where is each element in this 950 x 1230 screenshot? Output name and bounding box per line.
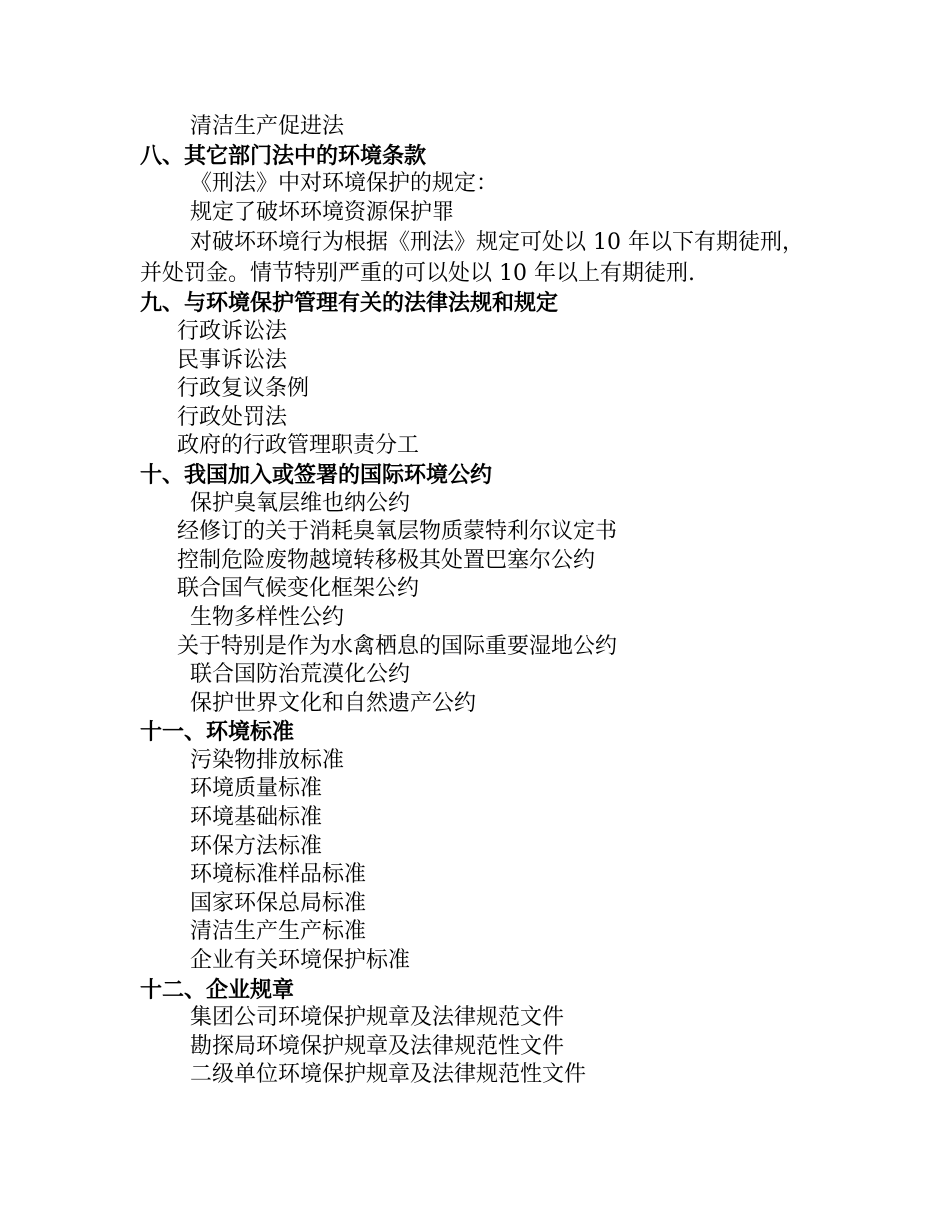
criminal-law-line: 《刑法》中对环境保护的规定：	[190, 171, 499, 197]
list-item: 行政诉讼法	[177, 318, 288, 344]
list-item: 勘探局环境保护规章及法律规范性文件	[190, 1033, 565, 1059]
list-item: 企业有关环境保护标准	[190, 948, 411, 974]
document-body	[140, 113, 820, 1090]
list-item: 二级单位环境保护规章及法律规范性文件	[190, 1062, 587, 1088]
list-item: 集团公司环境保护规章及法律规范文件	[190, 1005, 565, 1031]
penalty-paragraph: 对破坏环境行为根据《刑法》规定可处以 10 年以下有期徒刑，并处罚金。情节特别严重的可以处以 10 年以上有期徒刑.	[140, 230, 804, 287]
list-item: 行政复议条例	[177, 376, 310, 402]
list-item: 联合国气候变化框架公约	[177, 576, 420, 602]
list-item: 国家环保总局标准	[190, 890, 367, 916]
section-heading-12: 十二、企业规章	[140, 976, 295, 1003]
list-item: 控制危险废物越境转移极其处置巴塞尔公约	[177, 547, 596, 573]
section-heading-8: 八、其它部门法中的环境条款	[140, 142, 427, 169]
section-heading-10: 十、我国加入或签署的国际环境公约	[140, 461, 493, 488]
list-item: 环境标准样品标准	[190, 862, 367, 888]
crime-definition-line: 规定了破坏环境资源保护罪	[190, 199, 455, 225]
list-item: 清洁生产生产标准	[190, 919, 367, 945]
list-item: 民事诉讼法	[177, 347, 288, 373]
list-item: 经修订的关于消耗臭氧层物质蒙特利尔议定书	[177, 519, 618, 545]
list-item: 关于特别是作为水禽栖息的国际重要湿地公约	[177, 633, 618, 659]
list-item: 环境基础标准	[190, 805, 323, 831]
list-item: 行政处罚法	[177, 404, 288, 430]
list-item: 保护世界文化和自然遗产公约	[190, 690, 477, 716]
section-heading-11: 十一、环境标准	[140, 719, 295, 746]
list-item: 政府的行政管理职责分工	[177, 433, 420, 459]
list-item: 生物多样性公约	[190, 604, 345, 630]
list-item: 环境质量标准	[190, 776, 323, 802]
list-item: 清洁生产促进法	[190, 114, 345, 139]
section-heading-9: 九、与环境保护管理有关的法律法规和规定	[140, 290, 559, 317]
list-item: 保护臭氧层维也纳公约	[190, 490, 411, 516]
list-item: 联合国防治荒漠化公约	[190, 662, 411, 688]
list-item: 污染物排放标准	[190, 747, 345, 773]
list-item: 环保方法标准	[190, 833, 323, 859]
